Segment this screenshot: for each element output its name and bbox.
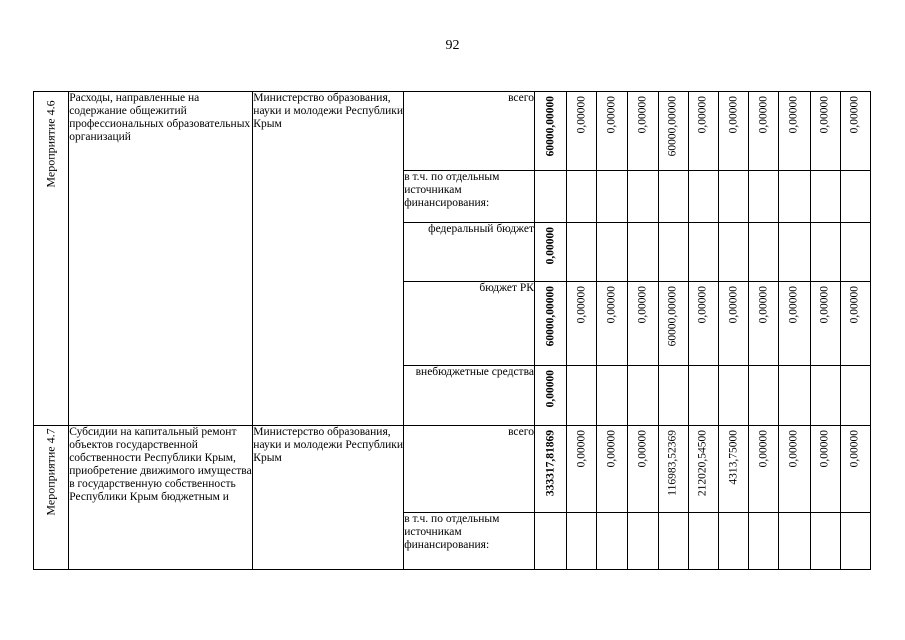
amount-value: 0,00000 <box>787 430 800 468</box>
amount-cell <box>779 366 810 426</box>
page-number: 92 <box>445 38 460 53</box>
amount-cell <box>749 282 779 366</box>
amount-cell <box>627 223 658 282</box>
amount-cell <box>779 171 810 223</box>
amount-value: 0,00000 <box>818 96 831 134</box>
table-row <box>34 92 871 171</box>
amount-cell <box>749 171 779 223</box>
funding-source: всего <box>404 426 535 513</box>
amount-cell <box>567 426 597 513</box>
amount-cell <box>627 282 658 366</box>
measure-name: Субсидии на капитальный ремонт объектов государственной собственности Республики Крым, приобретение движимого имущества в государственную собственность Республики Крым бюджетным и <box>69 426 253 570</box>
amount-cell <box>627 426 658 513</box>
amount-cell <box>597 223 627 282</box>
amount-value: 0,00000 <box>575 286 588 324</box>
amount-value: 60000,00000 <box>544 286 557 347</box>
amount-cell <box>627 366 658 426</box>
amount-cell <box>779 92 810 171</box>
amount-cell <box>749 426 779 513</box>
amount-cell <box>688 513 718 570</box>
amount-cell <box>567 223 597 282</box>
amount-cell <box>688 223 718 282</box>
amount-value: 0,00000 <box>636 430 649 468</box>
amount-cell <box>658 366 688 426</box>
amount-cell <box>779 282 810 366</box>
amount-cell <box>719 426 749 513</box>
amount-cell <box>840 426 870 513</box>
amount-value: 0,00000 <box>605 430 618 468</box>
amount-cell <box>749 92 779 171</box>
amount-value: 0,00000 <box>544 370 557 408</box>
amount-cell <box>597 426 627 513</box>
measure-executor: Министерство образования, науки и молодежи Республики Крым <box>253 92 404 426</box>
amount-value: 0,00000 <box>575 430 588 468</box>
amount-cell <box>658 282 688 366</box>
funding-source: федеральный бюджет <box>404 223 535 282</box>
amount-cell <box>567 171 597 223</box>
amount-value: 0,00000 <box>818 286 831 324</box>
amount-value: 0,00000 <box>605 96 618 134</box>
funding-source: всего <box>404 92 535 171</box>
amount-cell <box>810 223 840 282</box>
amount-cell <box>658 92 688 171</box>
amount-value: 333317,81869 <box>544 430 557 497</box>
amount-value: 60000,00000 <box>544 96 557 157</box>
amount-value: 0,00000 <box>848 430 861 468</box>
amount-cell <box>658 171 688 223</box>
amount-cell <box>627 171 658 223</box>
amount-cell <box>567 366 597 426</box>
amount-cell <box>719 223 749 282</box>
amount-cell <box>779 426 810 513</box>
amount-value: 0,00000 <box>575 96 588 134</box>
amount-cell <box>597 282 627 366</box>
amount-cell <box>534 282 566 366</box>
amount-value: 4313,75000 <box>727 430 740 485</box>
amount-value: 0,00000 <box>544 227 557 265</box>
amount-cell <box>719 366 749 426</box>
amount-cell <box>810 92 840 171</box>
amount-value: 0,00000 <box>848 286 861 324</box>
amount-cell <box>534 513 566 570</box>
table-row <box>34 426 871 513</box>
budget-table <box>33 91 871 570</box>
amount-cell <box>567 282 597 366</box>
amount-value: 212020,54500 <box>696 430 709 497</box>
amount-value: 0,00000 <box>636 96 649 134</box>
amount-cell <box>810 171 840 223</box>
amount-cell <box>719 92 749 171</box>
amount-cell <box>749 223 779 282</box>
amount-cell <box>567 92 597 171</box>
amount-value: 116983,52369 <box>666 430 679 496</box>
amount-cell <box>627 92 658 171</box>
amount-cell <box>719 282 749 366</box>
amount-value: 60000,00000 <box>666 286 679 347</box>
amount-cell <box>840 366 870 426</box>
amount-value: 0,00000 <box>727 286 740 324</box>
amount-cell <box>688 92 718 171</box>
amount-cell <box>840 171 870 223</box>
amount-cell <box>749 513 779 570</box>
funding-source: в т.ч. по отдельным источникам финансирования: <box>404 513 535 570</box>
amount-cell <box>840 513 870 570</box>
funding-source: внебюджетные средства <box>404 366 535 426</box>
amount-value: 0,00000 <box>605 286 618 324</box>
measure-label-cell <box>34 426 69 570</box>
amount-cell <box>688 366 718 426</box>
amount-cell <box>658 513 688 570</box>
measure-label-cell <box>34 92 69 426</box>
amount-cell <box>597 92 627 171</box>
measure-label: Мероприятие 4.6 <box>43 100 58 188</box>
amount-cell <box>597 366 627 426</box>
amount-cell <box>810 282 840 366</box>
amount-cell <box>567 513 597 570</box>
measure-executor: Министерство образования, науки и молодежи Республики Крым <box>253 426 404 570</box>
amount-cell <box>688 282 718 366</box>
amount-cell <box>779 513 810 570</box>
amount-cell <box>779 223 810 282</box>
amount-cell <box>719 171 749 223</box>
measure-label: Мероприятие 4.7 <box>43 428 58 516</box>
amount-cell <box>688 171 718 223</box>
amount-cell <box>534 426 566 513</box>
amount-cell <box>810 426 840 513</box>
amount-cell <box>810 513 840 570</box>
amount-cell <box>810 366 840 426</box>
amount-value: 60000,00000 <box>666 96 679 157</box>
funding-source: в т.ч. по отдельным источникам финансирования: <box>404 171 535 223</box>
amount-value: 0,00000 <box>787 96 800 134</box>
amount-cell <box>840 223 870 282</box>
amount-cell <box>627 513 658 570</box>
amount-cell <box>658 223 688 282</box>
amount-cell <box>597 171 627 223</box>
amount-value: 0,00000 <box>757 96 770 134</box>
amount-cell <box>534 171 566 223</box>
amount-cell <box>688 426 718 513</box>
amount-cell <box>749 366 779 426</box>
amount-cell <box>658 426 688 513</box>
amount-value: 0,00000 <box>757 286 770 324</box>
amount-cell <box>719 513 749 570</box>
amount-cell <box>534 92 566 171</box>
amount-value: 0,00000 <box>727 96 740 134</box>
amount-cell <box>534 223 566 282</box>
amount-value: 0,00000 <box>757 430 770 468</box>
amount-value: 0,00000 <box>696 286 709 324</box>
amount-value: 0,00000 <box>848 96 861 134</box>
amount-value: 0,00000 <box>636 286 649 324</box>
measure-name: Расходы, направленные на содержание общежитий профессиональных образовательных организаций <box>69 92 253 426</box>
amount-cell <box>840 92 870 171</box>
funding-source: бюджет РК <box>404 282 535 366</box>
amount-cell <box>597 513 627 570</box>
amount-value: 0,00000 <box>818 430 831 468</box>
amount-value: 0,00000 <box>696 96 709 134</box>
amount-value: 0,00000 <box>787 286 800 324</box>
amount-cell <box>840 282 870 366</box>
amount-cell <box>534 366 566 426</box>
